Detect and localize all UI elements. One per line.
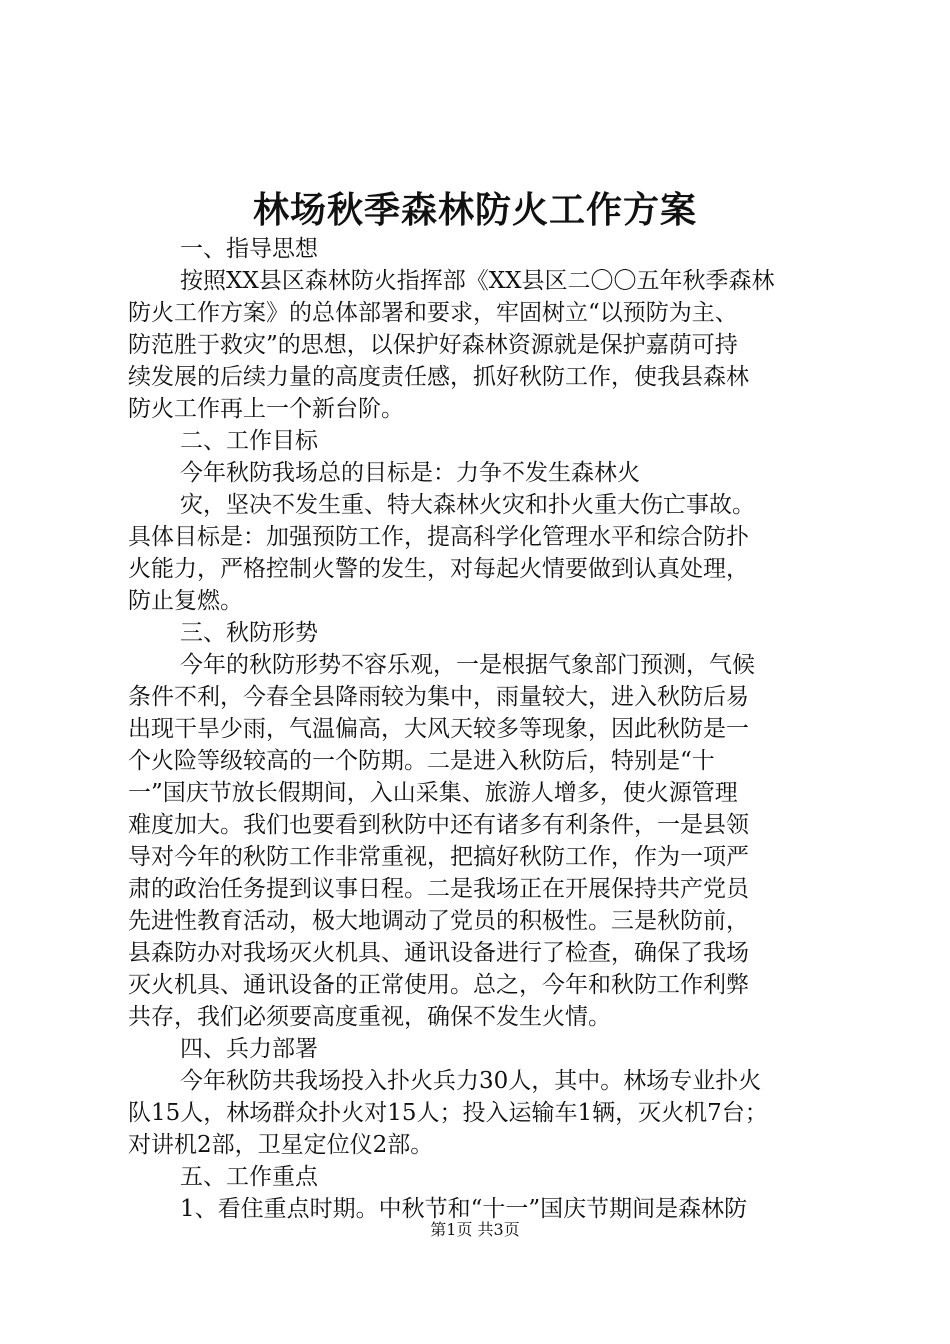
paragraph-line: 防止复燃。 <box>128 588 243 614</box>
paragraph-line: 导对今年的秋防工作非常重视，把搞好秋防工作，作为一项严 <box>128 844 749 870</box>
paragraph-line: 防火工作再上一个新台阶。 <box>128 396 404 422</box>
section-heading: 一、指导思想 <box>180 236 318 262</box>
paragraph-line: 队15人，林场群众扑火对15人；投入运输车1辆，灭火机7台； <box>128 1100 768 1126</box>
paragraph-line: 出现干旱少雨，气温偏高，大风天较多等现象，因此秋防是一 <box>128 716 749 742</box>
document-body <box>128 233 828 1225</box>
paragraph-line: 一”国庆节放长假期间，入山采集、旅游人增多，使火源管理 <box>128 780 738 806</box>
document-title: 林场秋季森林防火工作方案 <box>252 189 697 231</box>
paragraph-line: 共存，我们必须要高度重视，确保不发生火情。 <box>128 1004 611 1030</box>
paragraph-line: 肃的政治任务提到议事日程。二是我场正在开展保持共产党员 <box>128 876 749 902</box>
paragraph-line: 续发展的后续力量的高度责任感，抓好秋防工作，使我县森林 <box>128 364 749 390</box>
paragraph-line: 1、看住重点时期。中秋节和“十一”国庆节期间是森林防 <box>180 1196 748 1222</box>
paragraph-line: 今年秋防我场总的目标是：力争不发生森林火 <box>180 460 640 486</box>
section-heading: 二、工作目标 <box>180 428 318 454</box>
paragraph-line: 对讲机2部，卫星定位仪2部。 <box>128 1132 434 1158</box>
paragraph-line: 防范胜于救灾”的思想，以保护好森林资源就是保护嘉荫可持 <box>128 332 738 358</box>
page-footer: 第1页 共3页 <box>430 1220 520 1239</box>
paragraph-line: 火能力，严格控制火警的发生，对每起火情要做到认真处理， <box>128 556 749 582</box>
section-heading: 三、秋防形势 <box>180 620 318 646</box>
paragraph-line: 今年秋防共我场投入扑火兵力30人，其中。林场专业扑火 <box>180 1068 762 1094</box>
paragraph-line: 难度加大。我们也要看到秋防中还有诸多有利条件，一是县领 <box>128 812 749 838</box>
section-heading: 五、工作重点 <box>180 1164 318 1190</box>
paragraph-line: 个火险等级较高的一个防期。二是进入秋防后，特别是“十 <box>128 748 715 774</box>
section-heading: 四、兵力部署 <box>180 1036 318 1062</box>
paragraph-line: 灭火机具、通讯设备的正常使用。总之，今年和秋防工作利弊 <box>128 972 749 998</box>
paragraph-line: 按照XX县区森林防火指挥部《XX县区二〇〇五年秋季森林 <box>180 268 775 294</box>
paragraph-line: 县森防办对我场灭火机具、通讯设备进行了检查，确保了我场 <box>128 940 749 966</box>
paragraph-line: 先进性教育活动，极大地调动了党员的积极性。三是秋防前， <box>128 908 749 934</box>
paragraph-line: 防火工作方案》的总体部署和要求，牢固树立“以预防为主、 <box>128 300 738 326</box>
paragraph-line: 具体目标是：加强预防工作，提高科学化管理水平和综合防扑 <box>128 524 749 550</box>
paragraph-line: 条件不利，今春全县降雨较为集中，雨量较大，进入秋防后易 <box>128 684 749 710</box>
paragraph-line: 灾，坚决不发生重、特大森林火灾和扑火重大伤亡事故。 <box>180 492 755 518</box>
paragraph-line: 今年的秋防形势不容乐观，一是根据气象部门预测，气候 <box>180 652 755 678</box>
